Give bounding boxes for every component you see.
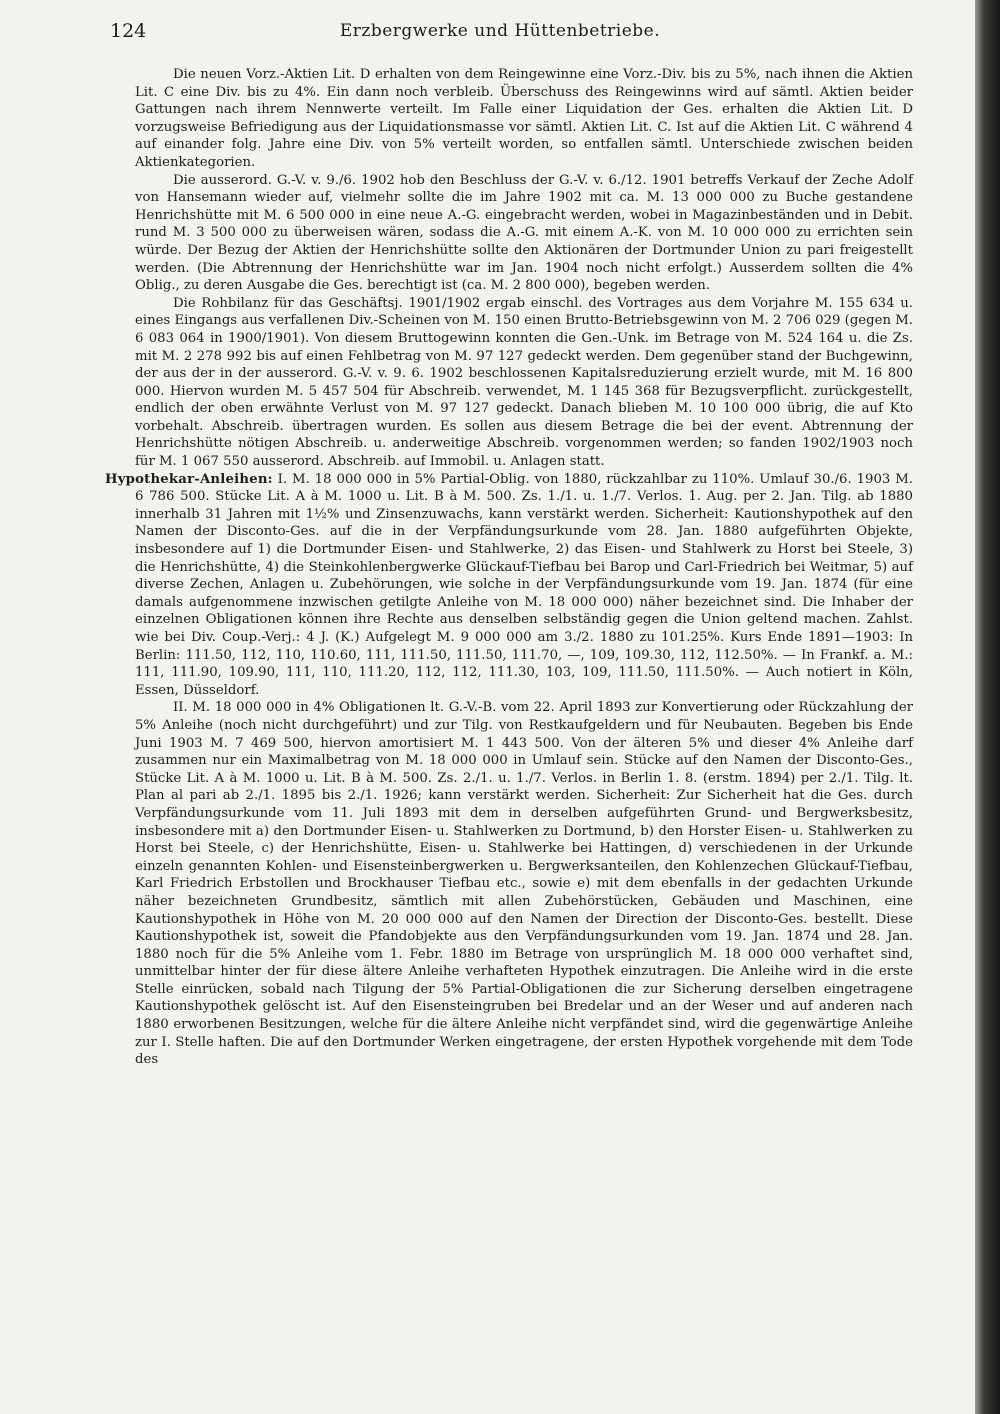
paragraph-vorz-aktien: Die neuen Vorz.-Aktien Lit. D erhalten von dem Reingewinne eine Vorz.-Div. bis zu 5%, nach ihnen die Aktien Lit. C eine Div. bis zu 4%. Ein dann noch verbleib. Überschuss des Reingewinns wird auf sämtl. Aktien beider Gattungen nach ihrem Nennwerte verteilt. Im Falle einer Liquidation der Ges. erhalten die Aktien Lit. D vorzugsweise Befriedigung aus der Liquidationsmasse vor sämtl. Aktien Lit. C. Ist auf die Aktien Lit. C während 4 auf einander folg. Jahre eine Div. von 5% verteilt worden, so entfallen sämtl. Unterschiede zwischen beiden Aktienkategorien.: [135, 67, 913, 170]
paragraph-hypothekar-anleihen-i: [105, 471, 913, 700]
paragraph-anleihe-ii: II. M. 18 000 000 in 4% Obligationen lt. G.-V.-B. vom 22. April 1893 zur Konvertierung oder Rückzahlung der 5% Anleihe (noch nicht durchgeführt) und zur Tilg. von Restkaufgeldern und für Neubauten. Begeben bis Ende Juni 1903 M. 7 469 500, hiervon amortisiert M. 1 443 500. Von der älteren 5% und dieser 4% Anleihe darf zusammen nur ein Maximalbetrag von M. 18 000 000 in Umlauf sein. Stücke auf den Namen der Disconto-Ges., Stücke Lit. A à M. 1000 u. Lit. B à M. 500. Zs. 2./1. u. 1./7. Verlos. in Berlin 1. 8. (erstm. 1894) per 2./1. Tilg. lt. Plan al pari ab 2./1. 1895 bis 2./1. 1926; kann verstärkt werden. Sicherheit: Zur Sicherheit hat die Ges. durch Verpfändungsurkunde vom 11. Juli 1893 mit dem in derselben aufgeführten Grund- und Bergwerksbesitz, insbesondere mit a) den Dortmunder Eisen- u. Stahlwerken zu Dortmund, b) den Horster Eisen- u. Stahlwerken zu Horst bei Steele, c) der Henrichshütte, Eisen- u. Stahlwerke bei Hattingen, d) verschiedenen in der Urkunde einzeln genannten Kohlen- und Eisensteinbergwerken u. Bergwerksanteilen, den Kohlenzechen Glückauf-Tiefbau, Karl Friedrich Erbstollen und Brockhauser Tiefbau etc., sowie e) mit dem ebenfalls in der gedachten Urkunde näher bezeichneten Grundbesitz, sämtlich mit allen Zubehörstücken, Gebäuden und Maschinen, eine Kautionshypothek in Höhe von M. 20 000 000 auf den Namen der Direction der Disconto-Ges. bestellt. Diese Kautionshypothek ist, soweit die Pfandobjekte aus den Verpfändungsurkunden vom 19. Jan. 1874 und 28. Jan. 1880 noch für die 5% Anleihe vom 1. Febr. 1880 im Betrage von ursprünglich M. 18 000 000 verhaftet sind, unmittelbar hinter der für diese ältere Anleihe verhafteten Hypothek einzutragen. Die Anleihe wird in die erste Stelle einrücken, sobald nach Tilgung der 5% Partial-Obligationen die zur Sicherung derselben eingetragene Kautionshypothek gelöscht ist. Auf den Eisensteingruben bei Bredelar und an der Weser und auf anderen nach 1880 erworbenen Besitzungen, welche für die ältere Anleihe nicht verpfändet sind, wird die gegenwärtige Anleihe zur I. Stelle haften. Die auf den Dortmunder Werken eingetragene, der ersten Hypothek vorgehende mit dem Tode des: [135, 700, 913, 1068]
running-title: Erzbergwerke und Hüttenbetriebe.: [339, 21, 661, 41]
scan-page-edge: [975, 0, 1000, 1414]
document-body: [105, 66, 913, 1069]
hypothekar-anleihen-text: I. M. 18 000 000 in 5% Partial-Oblig. von 1880, rückzahlbar zu 110%. Umlauf 30./6. 1903 M. 6 786 500. Stücke Lit. A à M. 1000 u. Lit. B à M. 500. Zs. 1./1. u. 1./7. Verlos. 1. Aug. per 2. Jan. Tilg. ab 1880 innerhalb 31 Jahren mit 1½% und Zinsenzuwachs, kann verstärkt werden. Sicherheit: Kautionshypothek auf den Namen der Disconto-Ges. auf die in der Verpfändungsurkunde vom 28. Jan. 1880 aufgeführten Objekte, insbesondere auf 1) die Dortmunder Eisen- und Stahlwerke, 2) das Eisen- und Stahlwerk zu Horst bei Steele, 3) die Henrichshütte, 4) die Steinkohlenbergwerke Glückauf-Tiefbau bei Barop und Carl-Friedrich bei Weitmar, 5) auf diverse Zechen, Anlagen u. Zubehörungen, wie solche in der Verpfändungsurkunde vom 19. Jan. 1874 (für eine damals aufgenommene inzwischen getilgte Anleihe von M. 18 000 000) näher bezeichnet sind. Die Inhaber der einzelnen Obligationen können ihre Rechte aus denselben selbständig gegen die Union geltend machen. Zahlst. wie bei Div. Coup.-Verj.: 4 J. (K.) Aufgelegt M. 9 000 000 am 3./2. 1880 zu 101.25%. Kurs Ende 1891—1903: In Berlin: 111.50, 112, 110, 110.60, 111, 111.50, 111.50, 111.70, —, 109, 109.30, 112, 112.50%. — In Frankf. a. M.: 111, 111.90, 109.90, 111, 110, 111.20, 112, 112, 111.30, 103, 109, 111.50, 111.50%. — Auch notiert in Köln, Essen, Düsseldorf.: [135, 471, 913, 698]
paragraph-ausserord-gv: Die ausserord. G.-V. v. 9./6. 1902 hob den Beschluss der G.-V. v. 6./12. 1901 betreffs Verkauf der Zeche Adolf von Hansemann wieder auf, vielmehr sollte die im Jahre 1902 mit ca. M. 13 000 000 zu Buche gestandene Henrichshütte mit M. 6 500 000 in eine neue A.-G. eingebracht werden, wobei in Magazinbeständen und in Debit. rund M. 3 500 000 zu überweisen wären, sodass die A.-G. mit einem A.-K. von M. 10 000 000 zu errichten sein würde. Der Bezug der Aktien der Henrichshütte sollte den Aktionären der Dortmunder Union zu pari freigestellt werden. (Die Abtrennung der Henrichshütte war im Jan. 1904 noch nicht erfolgt.) Ausserdem sollten die 4% Oblig., zu deren Ausgabe die Ges. berechtigt ist (ca. M. 2 800 000), begeben werden.: [135, 172, 913, 294]
page-number: 124: [110, 20, 147, 42]
page-header: [110, 20, 890, 46]
section-label-hypothekar-anleihen: Hypothekar-Anleihen:: [105, 471, 273, 487]
paragraph-rohbilanz: Die Rohbilanz für das Geschäftsj. 1901/1902 ergab einschl. des Vortrages aus dem Vorjahre M. 155 634 u. eines Eingangs aus verfallenen Div.-Scheinen von M. 150 einen Brutto-Betriebsgewinn von M. 2 706 029 (gegen M. 6 083 064 in 1900/1901). Von diesem Bruttogewinn konnten die Gen.-Unk. im Betrage von M. 524 164 u. die Zs. mit M. 2 278 992 bis auf einen Fehlbetrag von M. 97 127 gedeckt werden. Dem gegenüber stand der Buchgewinn, der aus der in der ausserord. G.-V. v. 9. 6. 1902 beschlossenen Kapitalsreduzierung erzielt wurde, mit M. 16 800 000. Hiervon wurden M. 5 457 504 für Abschreib. verwendet, M. 1 145 368 für Bezugsverpflicht. zurückgestellt, endlich der oben erwähnte Verlust von M. 97 127 gedeckt. Danach blieben M. 10 100 000 übrig, die auf Kto vorbehalt. Abschreib. übertragen wurden. Es sollen aus diesem Betrage die bei der event. Abtrennung der Henrichshütte nötigen Abschreib. u. anderweitige Abschreib. vorgenommen werden; so fanden 1902/1903 noch für M. 1 067 550 ausserord. Abschreib. auf Immobil. u. Anlagen statt.: [135, 295, 913, 470]
